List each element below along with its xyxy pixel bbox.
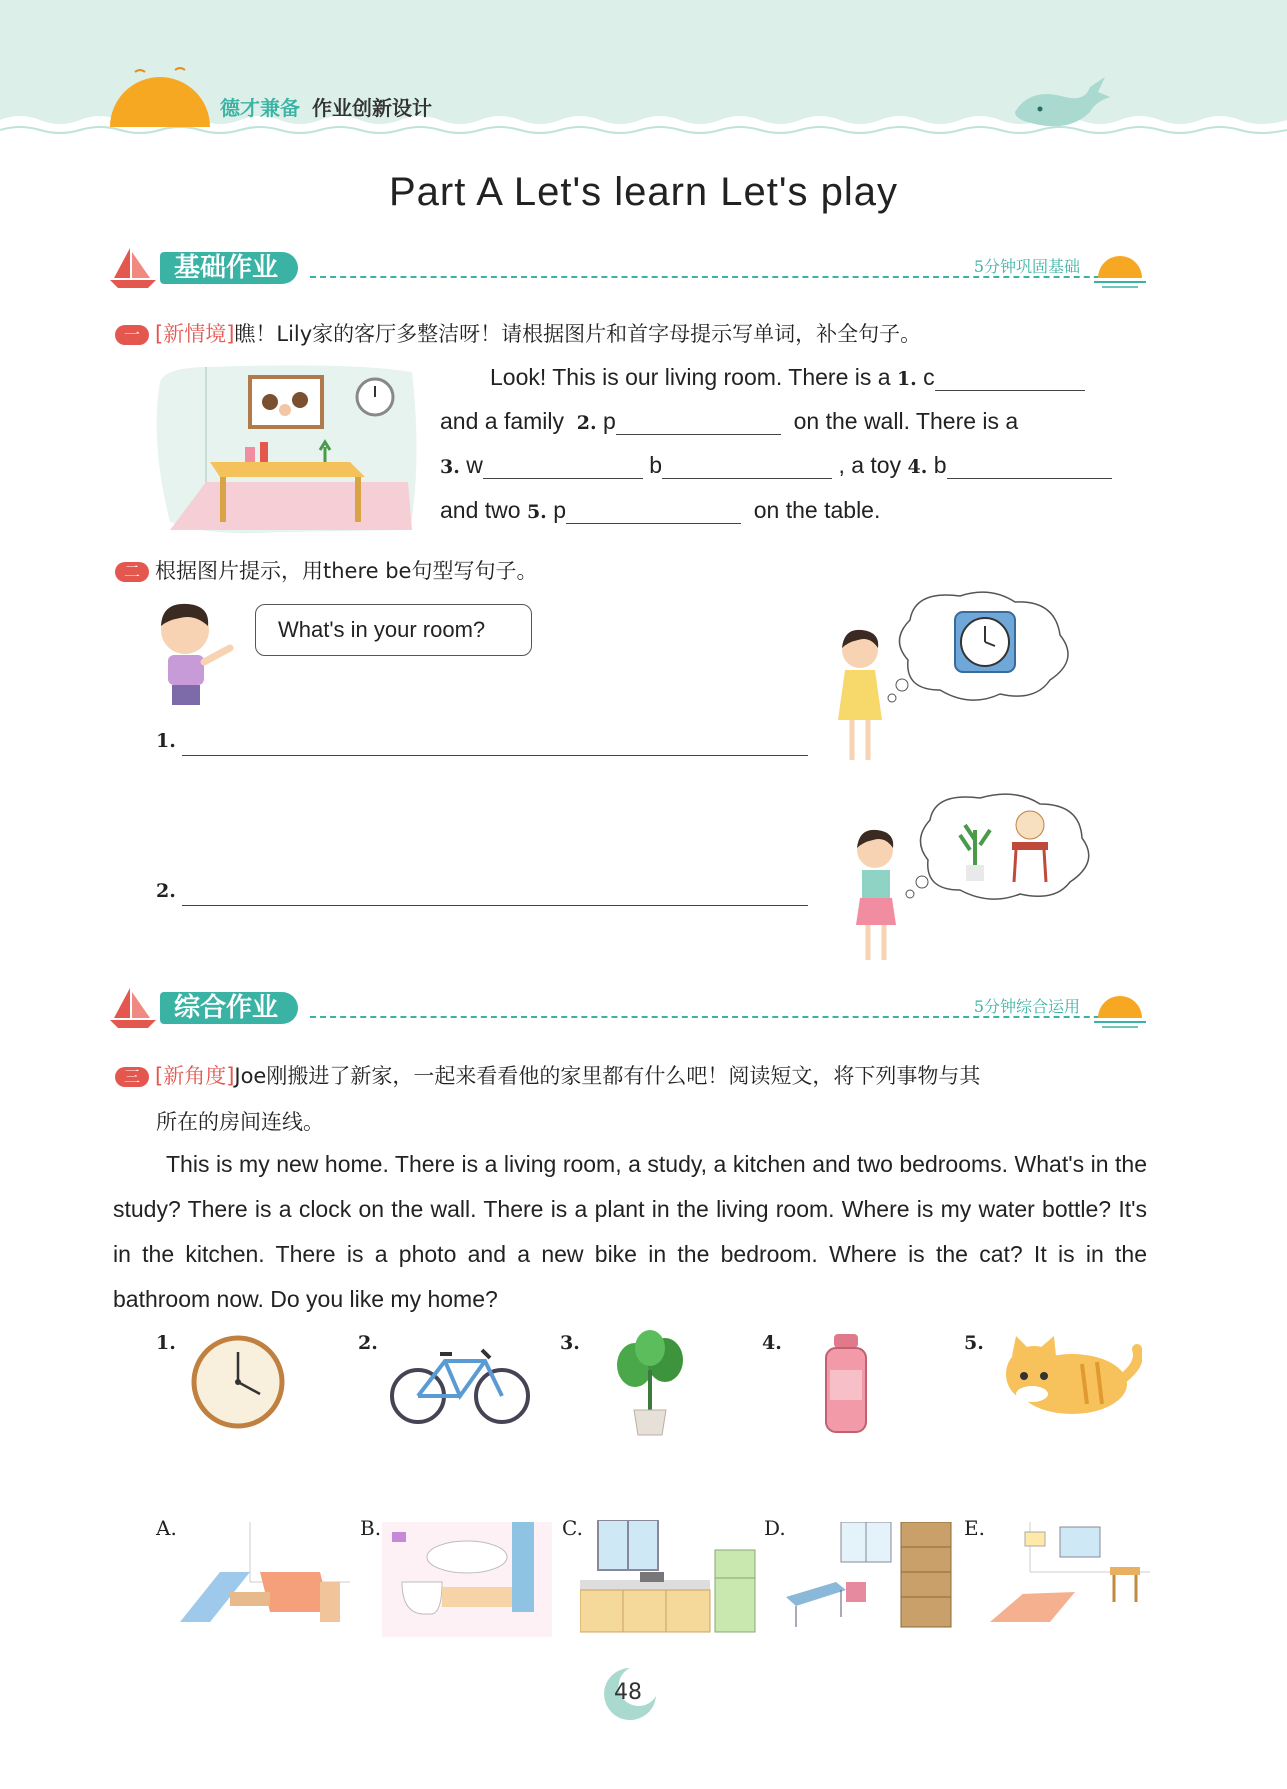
q1-line-2 [440,408,1150,435]
room-label-c: C. [562,1516,583,1540]
item-number-3: 3. [560,1332,580,1354]
speech-bubble-text: What's in your room? [278,617,486,642]
room-label-e: E. [964,1516,985,1540]
question-1-prompt [115,318,1175,348]
brand-label-secondary: 作业创新设计 [312,96,432,120]
section-banner-comprehensive [110,986,1150,1030]
girl-thinking-plant-chair-illustration [830,790,1100,980]
cat-icon [992,1334,1142,1424]
hint-letter-3a: w [466,452,483,478]
question-text: 瞧！Lily家的客厅多整洁呀！请根据图片和首字母提示写单词，补全句子。 [234,322,922,346]
room-label-a: A. [156,1516,177,1540]
q1-line-3 [440,452,1160,479]
section-banner-basic [110,246,1150,290]
sailboat-icon [110,246,158,290]
clock-icon [190,1334,286,1430]
bathroom-scene-icon [382,1522,552,1637]
girl-thinking-clock-illustration [830,590,1080,780]
sun-logo-icon [105,62,215,132]
brand-label-primary: 德才兼备 [220,96,300,120]
q1-text-3: , a toy [838,452,902,478]
speech-bubble [255,604,532,656]
section-label: 基础作业 [160,252,298,284]
q1-text-1: Look! This is our living room. There is a [490,364,891,390]
item-number-4: 4. [762,1332,782,1354]
living-room-illustration [150,362,420,537]
blank-number-3: 3. [440,456,460,478]
question-badge: 三 [115,1067,149,1087]
q1-text-4b: on the table. [753,497,881,523]
room-label-b: B. [360,1516,382,1540]
page-title: Part A Let's learn Let's play [389,170,898,214]
blank-number-5: 5. [526,501,547,523]
item-number-5: 5. [964,1332,984,1354]
blank-number-4: 4. [907,456,928,478]
blank-number-2: 2. [576,412,597,434]
item-number-1: 1. [156,1332,176,1354]
boy-illustration [150,600,240,710]
answer-blank-3a[interactable] [483,452,643,479]
question-2-prompt [115,555,1015,585]
answer-line-2[interactable] [182,903,808,906]
hint-letter-1: c [923,364,935,390]
reading-passage: This is my new home. There is a living room, a study, a kitchen and two bedrooms. What's in the study? There is a clock on the wall. There is a plant in the living room. Where is my water bottle? It's in the kitchen. There is a photo and a new bike in the bedroom. Where is the cat? It is in the bathroom now. Do you like my home? [113,1151,1147,1312]
bicycle-icon [390,1336,530,1426]
page-number: 48 [614,1680,642,1705]
hint-letter-5: p [553,497,566,523]
section-time-label: 5分钟巩固基础 [973,257,1080,276]
sunset-icon [1090,992,1150,1032]
answer-blank-1[interactable] [935,364,1085,391]
section-label: 综合作业 [160,992,298,1024]
question-badge: 二 [115,562,149,582]
hint-letter-3b: b [649,452,663,478]
blank-number-1: 1. [896,368,917,390]
q1-text-2a: and a family [440,408,565,434]
q1-line-1 [490,364,1150,391]
water-bottle-icon [816,1330,876,1440]
answer-line-1[interactable] [182,753,808,756]
bedroom-scene-icon [990,1522,1150,1637]
question-3-prompt-line2: 所在的房间连线。 [156,1110,324,1134]
question-text: 根据图片提示，用there be句型写句子。 [155,559,538,583]
q2-number-1: 1. [156,730,176,752]
question-badge: 一 [115,325,149,345]
q2-number-2: 2. [156,880,176,902]
answer-blank-5[interactable] [566,497,741,524]
plant-icon [610,1330,690,1440]
sunset-icon [1090,252,1150,292]
question-text: Joe刚搬进了新家，一起来看看他的家里都有什么吧！阅读短文，将下列事物与其 [234,1064,981,1088]
item-number-2: 2. [358,1332,378,1354]
q1-text-2b: on the wall. There is a [793,408,1019,434]
sailboat-icon [110,986,158,1030]
study-scene-icon [786,1522,956,1637]
answer-blank-2[interactable] [616,408,781,435]
page-header [0,0,1287,150]
hint-letter-4: b [933,452,947,478]
room-label-d: D. [764,1516,786,1540]
answer-blank-4[interactable] [947,452,1112,479]
kitchen-scene-icon [580,1520,760,1635]
section-time-label: 5分钟综合运用 [973,997,1080,1016]
question-3-prompt [115,1060,1175,1090]
answer-blank-3b[interactable] [662,452,832,479]
living-room-scene-icon [180,1522,350,1632]
question-tag: [新情境] [155,322,235,346]
q1-line-4 [440,497,1150,524]
question-tag: [新角度] [155,1064,235,1088]
q1-text-4a: and two [440,497,521,523]
whale-icon [1010,72,1110,142]
hint-letter-2: p [603,408,616,434]
